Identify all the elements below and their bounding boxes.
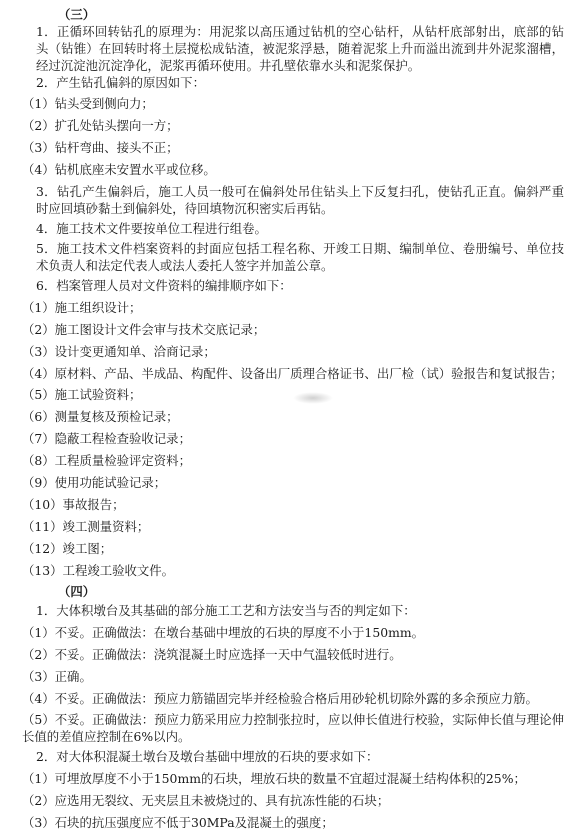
list-item: （7）隐蔽工程检查验收记录； (22, 431, 191, 446)
answer-paragraph: 1．正循环回转钻孔的原理为：用泥浆以高压通过钻机的空心钻杆，从钻杆底部射出，底部的钻头（钻锥）在回转时将土层搅松成钻渣，被泥浆浮悬，随着泥浆上升而溢出流到井外泥浆溜槽，经过沉淀池沉淀净化，泥浆再循环使用。井孔壁依靠水头和泥浆保护。 (36, 24, 564, 73)
list-item: （1）可埋放厚度不小于150mm的石块，埋放石块的数量不宜超过混凝土结构体积的25%； (22, 771, 526, 786)
list-item: （11）竣工测量资料； (22, 519, 150, 534)
list-item: （8）工程质量检验评定资料； (22, 453, 191, 468)
list-item: （1）不妥。正确做法：在墩台基础中埋放的石块的厚度不小于150mm。 (22, 625, 424, 640)
list-item: （3）正确。 (22, 669, 92, 684)
list-item: （5）施工试验资料； (22, 387, 142, 402)
list-item: （10）事故报告； (22, 497, 125, 512)
section-heading: （四） (58, 584, 96, 599)
list-item: （9）使用功能试验记录； (22, 475, 167, 490)
list-item: （13）工程竣工验收文件。 (22, 563, 175, 578)
list-item: （2）不妥。正确做法：浇筑混凝土时应选择一天中气温较低时进行。 (22, 647, 402, 662)
list-item: （4）钻机底座未安置水平或位移。 (22, 162, 216, 177)
list-item: （3）钻杆弯曲、接头不正； (22, 140, 179, 155)
answer-paragraph: 1．大体积墩台及其基础的部分施工工艺和方法安当与否的判定如下： (36, 603, 416, 618)
list-item: （1）施工组织设计； (22, 300, 142, 315)
list-item: （4）不妥。正确做法：预应力筋锚固完毕并经检验合格后用砂轮机切除外露的多余预应力筋。 (22, 691, 538, 706)
scan-smudge (293, 392, 333, 404)
answer-paragraph: 4．施工技术文件要按单位工程进行组卷。 (36, 221, 267, 236)
section-heading: （三） (58, 7, 96, 22)
answer-paragraph: 3．钻孔产生偏斜后，施工人员一般可在偏斜处吊住钻头上下反复扫孔，使钻孔正直。偏斜严重时应回填砂黏土到偏斜处，待回填物沉积密实后再钻。 (36, 184, 564, 216)
list-item: （2）扩孔处钻头摆向一方； (22, 118, 179, 133)
answer-paragraph: 2．对大体积混凝土墩台及墩台基础中埋放的石块的要求如下： (36, 749, 379, 764)
list-item: （5）不妥。正确做法：预应力筋采用应力控制张拉时，应以伸长值进行校验，实际伸长值与理论伸长值的差值应控制在6%以内。 (22, 712, 564, 744)
answer-paragraph: 6．档案管理人员对文件资料的编排顺序如下： (36, 278, 292, 293)
list-item: （6）测量复核及预检记录； (22, 409, 179, 424)
list-item: （3）设计变更通知单、洽商记录； (22, 344, 216, 359)
list-item: （2）施工图设计文件会审与技术交底记录； (22, 322, 266, 337)
answer-paragraph: 2．产生钻孔偏斜的原因如下： (36, 75, 205, 90)
answer-paragraph: 5．施工技术文件档案资料的封面应包括工程名称、开竣工日期、编制单位、卷册编号、单位技术负责人和法定代表人或法人委托人签字并加盖公章。 (36, 241, 564, 273)
list-item: （2）应选用无裂纹、无夹层且未被烧过的、具有抗冻性能的石块； (22, 793, 390, 808)
list-item: （4）原材料、产品、半成品、构配件、设备出厂质理合格证书、出厂检（试）验报告和复试报告； (22, 366, 563, 381)
list-item: （1）钻头受到侧向力； (22, 96, 154, 111)
list-item: （12）竣工图； (22, 541, 113, 556)
list-item: （3）石块的抗压强度应不低于30MPa及混凝土的强度； (22, 815, 334, 830)
